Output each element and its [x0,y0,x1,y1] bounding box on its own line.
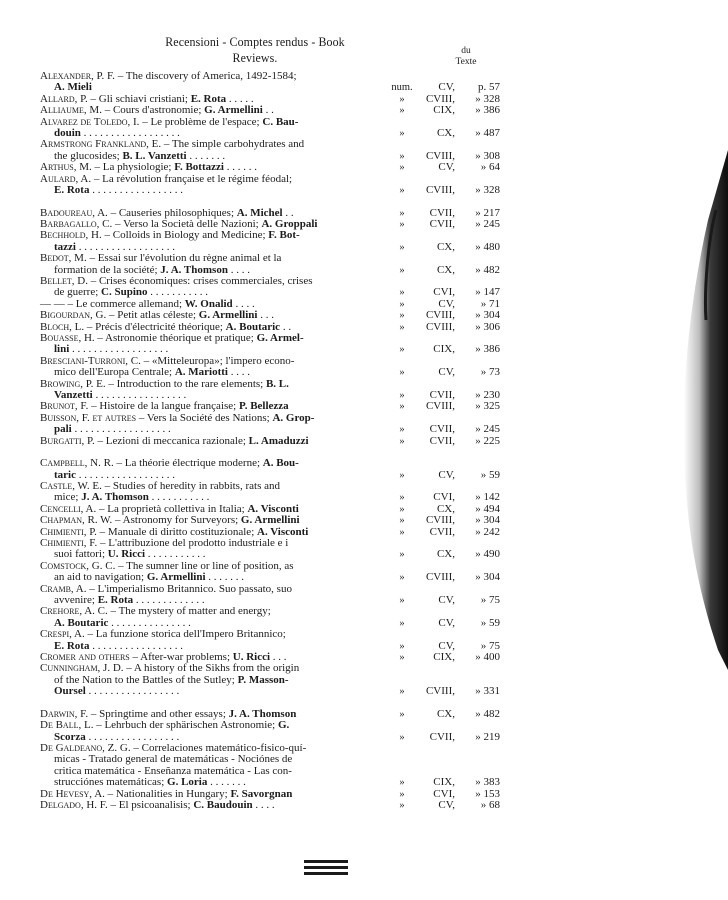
volume-number: CVIII, [425,685,455,698]
entry-fragment: – Vers la Société des Nations; [136,411,273,424]
volume-number: CV, [438,616,455,629]
reviewer-name: B. L. Vanzetti [122,149,187,162]
page-number: » 75 [480,593,500,606]
author-name: Burgatti, P. [40,434,95,447]
reviewer-name: J. A. Thomson [81,491,149,504]
volume-marker: » [399,651,405,663]
page-number: » 383 [475,776,500,789]
entry-fragment: . . . . . . . . . . . . . . . . . . [75,240,175,253]
reviewer-name: G. [277,719,290,732]
page-number: » 480 [475,240,500,253]
reviewer-name: F. Bottazzi [174,161,224,174]
entry-fragment: formation de la société; [54,263,161,276]
reviewer-name: lini [54,343,70,356]
author-name: Chapman, R. W. [40,514,113,527]
reviewer-name: F. Bot- [268,229,300,242]
reviewer-name: tazzi [54,240,76,253]
volume-number: CVIII, [425,514,455,527]
reviewer-name: Vanzetti [54,388,93,401]
entry-fragment: – Lehrbuch der sphärischen Astronomie; [93,719,278,732]
entry-fragment: – Essai sur l'évolution du règne animal et la [86,252,282,265]
volume-number: CVII, [429,218,455,231]
page-number: » 217 [475,206,500,219]
author-name: Bloch, L. [40,320,85,333]
entry-fragment: – Introduction to the rare elements; [105,377,266,390]
volume-marker: » [399,549,405,561]
volume-number: CVII, [429,206,455,219]
page-number: » 400 [475,650,500,663]
entry-fragment: . . . . . . . . . . . . . . . . . [85,685,180,698]
reviewer-name: U. Ricci [232,650,271,663]
volume-marker: » [399,526,405,538]
entry-line [40,185,510,196]
reviewer-name: J. A. Thomson [228,707,297,720]
reviewer-name: E. Rota [190,92,227,105]
volume-number: CV, [438,366,455,379]
author-name: Cromer and others [40,650,130,663]
author-name: Allard, P. [40,92,88,105]
entry-fragment: . . . . . . . . . . . . . . . . . . [75,468,175,481]
author-name: Bigourdan, G. [40,309,107,322]
volume-number: CIX, [433,776,455,789]
footer-rule-2 [304,866,348,869]
volume-marker: » [399,287,405,299]
page-number: » 328 [475,183,500,196]
entry-fragment: – L'attribuzione del prodotto industriale e i [97,537,289,550]
reviewer-name: A. Grop- [272,411,315,424]
entry-fragment: . . . . . . . . . . . . . . . . . [89,183,183,196]
entry-fragment: – Nationalities in Hungary; [104,787,231,800]
volume-marker: » [399,469,405,481]
author-name: Crespi, A. [40,628,85,641]
entry-fragment: – Petit atlas céleste; [106,309,199,322]
author-name: Browing, P. E. [40,377,106,390]
author-name: Arthus, M. [40,161,92,174]
volume-marker: » [399,800,405,811]
entry-fragment: – «Mitteleuropa»; l'impero econo- [140,354,295,367]
entry-fragment: – Gli schiavi cristiani; [87,92,191,105]
entry-fragment: strucciónes matemáticas; [54,776,168,789]
volume-marker: » [399,594,405,606]
entry-fragment: – Springtime and other essays; [88,707,229,720]
footer-rule-3 [304,872,348,875]
entry-fragment: . . . . [227,263,250,276]
author-name: Bouasse, H. [40,331,95,344]
entry-fragment: de guerre; [54,286,102,299]
entry-fragment: – Verso la Società delle Nazioni; [112,218,262,231]
entry-fragment: . . [282,206,294,219]
volume-number: CV, [438,297,455,310]
page-number: » 245 [475,423,500,436]
entry-fragment: – Cours d'astronomie; [101,104,205,117]
entry-fragment: . . [280,320,292,333]
reviewer-name: U. Ricci [107,548,146,561]
volume-marker: » [399,298,405,310]
reviewer-name: Scorza [54,730,86,743]
volume-number: CIX, [433,650,455,663]
entry-fragment: mice; [54,491,82,504]
entry-fragment: – La proprietà collettiva in Italia; [96,502,248,515]
volume-marker: » [399,572,405,584]
entry-fragment: . . . . . . . . . . . . . . . . . [85,730,180,743]
author-name: Badoureau, A. [40,206,108,219]
entry-fragment: of the Nation to the Battles of the Sutley; [54,673,238,686]
volume-marker: num. [391,82,413,94]
entry-fragment: . . . . [252,799,275,811]
volume-number: CVI, [433,787,455,800]
author-name: Crehore, A. C. [40,605,108,618]
entry-fragment: – The sumner line or line of position, as [115,559,294,572]
volume-marker: » [399,435,405,447]
entry-fragment: . . . . . . . . . . . [145,548,206,561]
volume-number: CVII, [429,730,455,743]
reviewer-name: A. Michel [236,206,283,219]
volume-number: CVIII, [425,400,455,413]
volume-number: CX, [436,263,455,276]
entry-text [40,436,309,447]
volume-marker: » [399,640,405,652]
entry-fragment: – Causeries philosophiques; [107,206,237,219]
page-number: » 59 [480,616,500,629]
entry-fragment: . . . . . . . . . . . . . . . . . . [71,423,171,436]
volume-number: CVI, [433,286,455,299]
volume-number: CVII, [429,388,455,401]
volume-number: CX, [436,548,455,561]
entry-fragment: micas - Tratado general de matemáticas - Nociónes de [54,753,293,766]
running-header: Recensioni - Comptes rendus - Book Reviews. [165,34,345,65]
page-number: » 230 [475,388,500,401]
author-name: De Galdeano, Z. G. [40,742,131,755]
author-name: De Hevesy, A. [40,787,105,800]
volume-number: CV, [438,593,455,606]
entry-fragment: . . . . . . . . . . . [147,286,209,299]
entry-fragment: – Précis d'électricité théorique; [84,320,226,333]
volume-marker: » [399,93,405,105]
author-name: De Ball, L. [40,719,94,732]
page-number: » 306 [475,320,500,333]
volume-marker: » [399,162,405,174]
entry-fragment: . . . . . . . . . . . [148,491,210,504]
entry-fragment: – Crises économiques: crises commerciales, crises [87,275,313,288]
page-number: » 153 [475,787,500,800]
volume-number: CV, [438,799,455,811]
entry-fragment: . . . [270,650,287,663]
volume-marker: » [399,503,405,515]
volume-number: CVII, [429,434,455,447]
entry-fragment: mico dell'Europa Centrale; [54,366,175,379]
page-number: » 68 [480,799,500,811]
reviewer-name: F. Savorgnan [230,787,293,800]
entry-fragment: . . . . . . . [205,571,245,584]
entry-fragment: – La révolution française et le régime féodal; [91,172,293,185]
reviewer-name: G. Armellini [198,309,258,322]
volume-marker: » [399,515,405,527]
entry-fragment: – Studies of heredity in rabbits, rats and [101,480,280,493]
entry-fragment: . . . . . . . . . . . . . [133,593,205,606]
entry-fragment: . . . . . . . . . . . . . . . [108,616,191,629]
entry-fragment: . . . . . . [223,161,257,174]
entry-fragment: . . . . [232,297,255,310]
volume-marker: » [399,731,405,743]
volume-number: CVIII, [425,320,455,333]
volume-number: CX, [436,707,455,720]
entry-fragment: . . . . . [226,92,254,105]
column-header [436,46,496,68]
reviewer-name: C. Bau- [262,115,299,128]
volume-marker: » [399,184,405,196]
page-number: » 71 [480,297,500,310]
entry-fragment: – The mystery of matter and energy; [107,605,271,618]
reviewer-name: J. A. Thomson [160,263,228,276]
reviewer-name: douin [54,126,81,139]
entry-fragment: – La funzione storica dell'Impero Britannico; [84,628,286,641]
volume-number: CV, [438,81,455,94]
column-header-line-2: Texte [455,57,477,67]
volume-number: CVIII, [425,571,455,584]
entry-fragment: avvenire; [54,593,98,606]
author-name: Campbell, N. R. [40,457,114,470]
page-edge-photo [668,150,728,670]
entry-fragment: . . . . [227,366,250,379]
entry-text [54,686,179,697]
reviewer-name: P. Bellezza [238,400,289,413]
volume-marker: » [399,389,405,401]
entry-fragment: – Correlaciones matemático-fisico-quí- [130,742,307,755]
entry-fragment: critica matemática - Enseñanza matemática - Las con- [54,764,292,777]
page-number: » 304 [475,309,500,322]
volume-marker: » [399,264,405,276]
volume-marker: » [399,105,405,117]
author-name: Barbagallo, C. [40,218,113,231]
volume-number: CVII, [429,525,455,538]
page-number: » 482 [475,263,500,276]
page-number: » 242 [475,525,500,538]
author-name: Comstock, G. C. [40,559,116,572]
page-number: » 147 [475,286,500,299]
reviewer-name: G. Loria [167,776,208,789]
entry-line [40,686,510,697]
page-number: » 490 [475,548,500,561]
volume-number: CV, [438,639,455,652]
reviewer-name: G. Armellini [146,571,206,584]
reviewer-name: E. Rota [97,593,134,606]
page-number: » 494 [475,502,500,515]
author-name: Armstrong Frankland, E. [40,138,162,151]
author-name: Cunningham, J. D. [40,662,124,675]
page-number: » 64 [480,161,500,174]
volume-number: CVIII, [425,149,455,162]
entry-fragment: – El psicoanalisis; [107,799,194,811]
author-name: Bellet, D. [40,275,88,288]
entry-fragment: – Lezioni di meccanica razionale; [94,434,249,447]
author-name: Alliaume, M. [40,104,102,117]
reviewer-name: A. Visconti [257,525,309,538]
reviewer-name: A. Boutaric [54,616,109,629]
reviewer-name: A. Visconti [247,502,299,515]
reviewer-name: G. Armel- [256,331,304,344]
reviewer-name: A. Mieli [54,81,92,94]
entry-fragment: suoi fattori; [54,548,108,561]
reviewer-name: L. Amaduzzi [248,434,309,447]
reviewer-name: W. Onalid [184,297,233,310]
author-name: Alexander, P. F. [40,70,115,82]
volume-marker: » [399,492,405,504]
author-name: Chimienti, F. [40,537,98,550]
volume-marker: » [399,207,405,219]
page-number: » 75 [480,639,500,652]
volume-number: CIX, [433,104,455,117]
entry-fragment: – L'imperialismo Britannico. Suo passato, suo [86,582,292,595]
author-name: Chimienti, P. [40,525,97,538]
author-name: Bedot, M. [40,252,87,265]
volume-number: CX, [436,126,455,139]
author-name: Aulard, A. [40,172,92,185]
page-number: » 487 [475,126,500,139]
entry-fragment: – La physiologie; [91,161,175,174]
reviewer-name: E. Rota [54,183,90,196]
entry-fragment: – Astronomy for Surveyors; [112,514,241,527]
entry-fragment: . . . . . . . . . . . . . . . . . [89,639,183,652]
author-name: Alvarez de Toledo, I. [40,115,140,128]
volume-number: CVI, [433,491,455,504]
volume-marker: » [399,310,405,322]
entry-fragment: – The discovery of America, 1492-1584; [114,70,297,82]
volume-number: CVIII, [425,183,455,196]
volume-number: CX, [436,502,455,515]
reviewer-name: pali [54,423,72,436]
page-number: » 328 [475,92,500,105]
page-number: » 482 [475,707,500,720]
volume-marker: » [399,788,405,800]
page-number: » 386 [475,343,500,356]
entry-text [40,800,275,811]
entry-fragment: the glucosides; [54,149,123,162]
footer-rule-1 [304,860,348,863]
volume-marker: » [399,617,405,629]
entry-line [40,436,510,447]
entry-fragment: – Histoire de la langue française; [88,400,239,413]
review-index-list [40,71,510,811]
author-name: Brunot, F. [40,400,89,413]
entry-fragment: . . . [257,309,274,322]
entry-fragment: . . [262,104,274,117]
author-name: Castle, W. E. [40,480,102,493]
entry-fragment: — — – Le commerce allemand; [40,297,185,310]
volume-marker: » [399,401,405,413]
reviewer-name: A. Boutaric [225,320,281,333]
reviewer-name: G. Armellini [240,514,300,527]
volume-marker: » [399,367,405,379]
volume-marker: » [399,321,405,333]
entry-fragment: – A history of the Sikhs from the origin [123,662,300,675]
entry-fragment: . . . . . . . [207,776,246,789]
page-number: » 219 [475,730,500,743]
entry-fragment: an aid to navigation; [54,571,147,584]
entry-fragment: . . . . . . . . . . . . . . . . . . [69,343,169,356]
volume-marker: » [399,150,405,162]
page-number: » 325 [475,400,500,413]
volume-marker: » [399,424,405,436]
reviewer-name: Oursel [54,685,86,698]
entry-fragment: – Le problème de l'espace; [139,115,263,128]
reviewer-name: P. Masson- [237,673,289,686]
page-number: » 59 [480,468,500,481]
volume-number: CVII, [429,423,455,436]
page-number: p. 57 [478,81,500,94]
volume-number: CX, [436,240,455,253]
author-name: Darwin, F. [40,707,89,720]
entry-fragment: . . . . . . . . . . . . . . . . . [92,388,187,401]
reviewer-name: A. Mariotti [174,366,228,379]
reviewer-name: taric [54,468,76,481]
column-header-line-1: du [461,46,471,56]
reviewer-name: B. L. [265,377,289,390]
reviewer-name: A. Groppali [261,218,318,231]
entry-fragment: . . . . . . . [186,149,226,162]
reviewer-name: A. Bou- [262,457,299,470]
author-name: Cencelli, A. [40,502,97,515]
page-number: » 331 [475,685,500,698]
reviewer-name: E. Rota [54,639,90,652]
reviewer-name: C. Baudouin [193,799,253,811]
volume-number: CVIII, [425,92,455,105]
author-name: Bechhold, H. [40,229,102,242]
volume-number: CVIII, [425,309,455,322]
entry-fragment: – La théorie électrique moderne; [113,457,263,470]
entry-fragment: – Manuale di diritto costituzionale; [96,525,257,538]
volume-marker: » [399,219,405,231]
volume-marker: » [399,686,405,698]
entry-fragment: – Colloids in Biology and Medicine; [101,229,269,242]
entry-fragment: – The simple carbohydrates and [161,138,305,151]
volume-marker: » [399,708,405,720]
author-name: Bresciani-Turroni, C. [40,354,141,367]
volume-marker: » [399,241,405,253]
page-number: » 386 [475,104,500,117]
volume-number: CV, [438,468,455,481]
volume-marker: » [399,777,405,789]
page-number: » 308 [475,149,500,162]
volume-marker: » [399,127,405,139]
author-name: Delgado, H. F. [40,799,108,811]
entry-line [40,800,510,811]
entry-fragment: – Astronomie théorique et pratique; [94,331,257,344]
volume-number: CIX, [433,343,455,356]
page-number: » 225 [475,434,500,447]
page-number: » 304 [475,571,500,584]
page-number: » 245 [475,218,500,231]
entry-fragment: – After-war problems; [129,650,233,663]
entry-text [54,185,183,196]
reviewer-name: C. Supino [101,286,148,299]
reviewer-name: G. Armellini [204,104,263,117]
page-number: » 304 [475,514,500,527]
volume-number: CV, [438,161,455,174]
author-name: Cramb, A. [40,582,87,595]
page-number: » 142 [475,491,500,504]
volume-marker: » [399,344,405,356]
entry-fragment: . . . . . . . . . . . . . . . . . . [80,126,180,139]
author-name: Buisson, F. et autres [40,411,137,424]
page-number: » 73 [480,366,500,379]
